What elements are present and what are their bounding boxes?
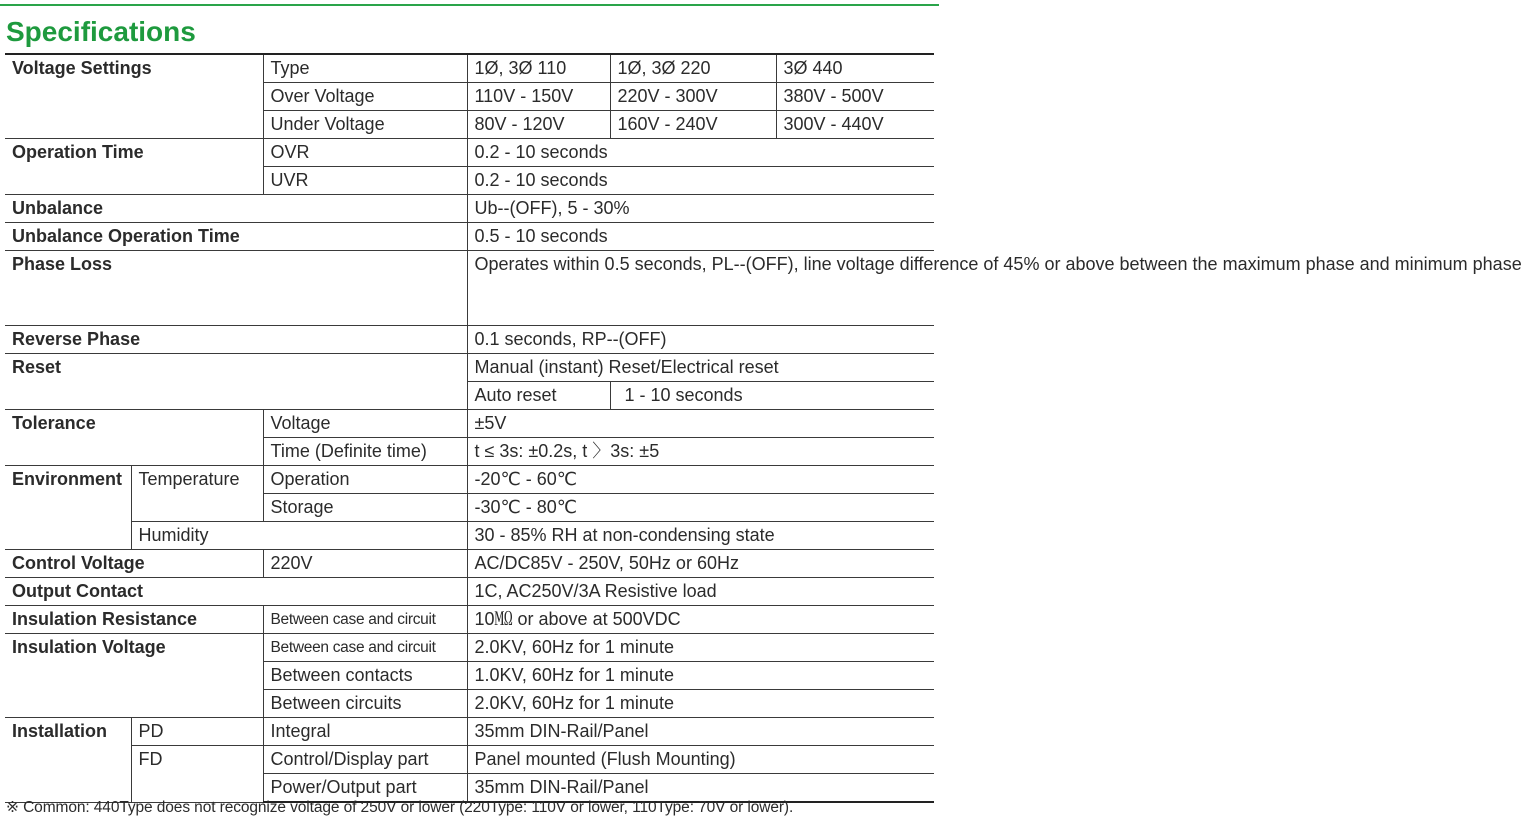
cell-value: 0.2 - 10 seconds: [467, 139, 934, 167]
sub-label: Power/Output part: [263, 774, 467, 803]
cell-value: AC/DC85V - 250V, 50Hz or 60Hz: [467, 550, 934, 578]
table-row: [5, 410, 934, 438]
page-title: Specifications: [6, 16, 196, 47]
row-label: Output Contact: [5, 578, 467, 606]
table-row: [5, 606, 934, 634]
table-row: [5, 326, 934, 354]
row-label: Insulation Resistance: [5, 606, 263, 634]
cell-value: 0.2 - 10 seconds: [467, 167, 934, 195]
row-label: Tolerance: [5, 410, 263, 466]
row-label: Unbalance: [5, 195, 467, 223]
cell-value: Manual (instant) Reset/Electrical reset: [467, 354, 934, 382]
cell-value: Ub--(OFF), 5 - 30%: [467, 195, 934, 223]
sub-label: Between case and circuit: [263, 606, 467, 634]
sub-label: Under Voltage: [263, 111, 467, 139]
cell-value: -30℃ - 80℃: [467, 494, 934, 522]
table-row: [5, 54, 934, 83]
table-row: [5, 139, 934, 167]
row-label: Phase Loss: [5, 251, 467, 326]
table-row: [5, 634, 934, 662]
sub-label: UVR: [263, 167, 467, 195]
sub-label: Operation: [263, 466, 467, 494]
table-row: [5, 746, 934, 774]
sub-label: Between contacts: [263, 662, 467, 690]
cell-value: 3Ø 440: [776, 54, 934, 83]
cell-value: t ≤ 3s: ±0.2s, t 〉3s: ±5: [467, 438, 934, 466]
cell-value: 1 - 10 seconds: [610, 382, 934, 410]
cell-value: 1Ø, 3Ø 110: [467, 54, 610, 83]
cell-value: 2.0KV, 60Hz for 1 minute: [467, 690, 934, 718]
table-row: [5, 354, 934, 382]
cell-value: 2.0KV, 60Hz for 1 minute: [467, 634, 934, 662]
sub-label: 220V: [263, 550, 467, 578]
row-label: Reset: [5, 354, 467, 410]
cell-value: 35mm DIN-Rail/Panel: [467, 774, 934, 803]
table-row: [5, 466, 934, 494]
sub-label: Integral: [263, 718, 467, 746]
cell-value: 300V - 440V: [776, 111, 934, 139]
sub-label: Voltage: [263, 410, 467, 438]
sub-label: Storage: [263, 494, 467, 522]
cell-value: 220V - 300V: [610, 83, 776, 111]
cell-value: ±5V: [467, 410, 934, 438]
sub-label: Control/Display part: [263, 746, 467, 774]
sub-label: PD: [131, 718, 263, 746]
top-rule: [0, 4, 939, 6]
row-label: Control Voltage: [5, 550, 263, 578]
sub-label: FD: [131, 746, 263, 803]
row-label: Environment: [5, 466, 131, 550]
sub-label: Between case and circuit: [263, 634, 467, 662]
sub-label: Humidity: [131, 522, 467, 550]
sub-label: Auto reset: [467, 382, 610, 410]
cell-value: 35mm DIN-Rail/Panel: [467, 718, 934, 746]
cell-value: Panel mounted (Flush Mounting): [467, 746, 934, 774]
cell-value: 0.1 seconds, RP--(OFF): [467, 326, 934, 354]
table-row: [5, 550, 934, 578]
row-label: Voltage Settings: [5, 54, 263, 139]
cell-value: -20℃ - 60℃: [467, 466, 934, 494]
cell-value: 110V - 150V: [467, 83, 610, 111]
cell-value: 380V - 500V: [776, 83, 934, 111]
table-row: [5, 223, 934, 251]
cell-value: 1Ø, 3Ø 220: [610, 54, 776, 83]
specifications-table: [5, 53, 1522, 803]
cell-value: 0.5 - 10 seconds: [467, 223, 934, 251]
sub-label: OVR: [263, 139, 467, 167]
footnote: ※ Common: 440Type does not recognize voltage of 250V or lower (220Type: 110V or lower, 110Type: 70V or lower).: [6, 799, 794, 816]
row-label: Installation: [5, 718, 131, 803]
table-row: [5, 718, 934, 746]
cell-value: 30 - 85% RH at non-condensing state: [467, 522, 934, 550]
table-row: [5, 578, 934, 606]
sub-label: Temperature: [131, 466, 263, 522]
cell-value: 80V - 120V: [467, 111, 610, 139]
cell-value: 10㏁ or above at 500VDC: [467, 606, 934, 634]
table-row: [5, 251, 934, 326]
row-label: Insulation Voltage: [5, 634, 263, 718]
sub-label: Over Voltage: [263, 83, 467, 111]
table-row: [5, 522, 934, 550]
sub-label: Between circuits: [263, 690, 467, 718]
cell-value: 1C, AC250V/3A Resistive load: [467, 578, 934, 606]
table-row: [5, 195, 934, 223]
cell-value: 1.0KV, 60Hz for 1 minute: [467, 662, 934, 690]
row-label: Reverse Phase: [5, 326, 467, 354]
row-label: Operation Time: [5, 139, 263, 195]
sub-label: Time (Definite time): [263, 438, 467, 466]
sub-label: Type: [263, 54, 467, 83]
cell-value: 160V - 240V: [610, 111, 776, 139]
cell-value: Operates within 0.5 seconds, PL--(OFF), line voltage difference of 45% or above between the maximum phase and minimum phase: [467, 251, 934, 326]
row-label: Unbalance Operation Time: [5, 223, 467, 251]
